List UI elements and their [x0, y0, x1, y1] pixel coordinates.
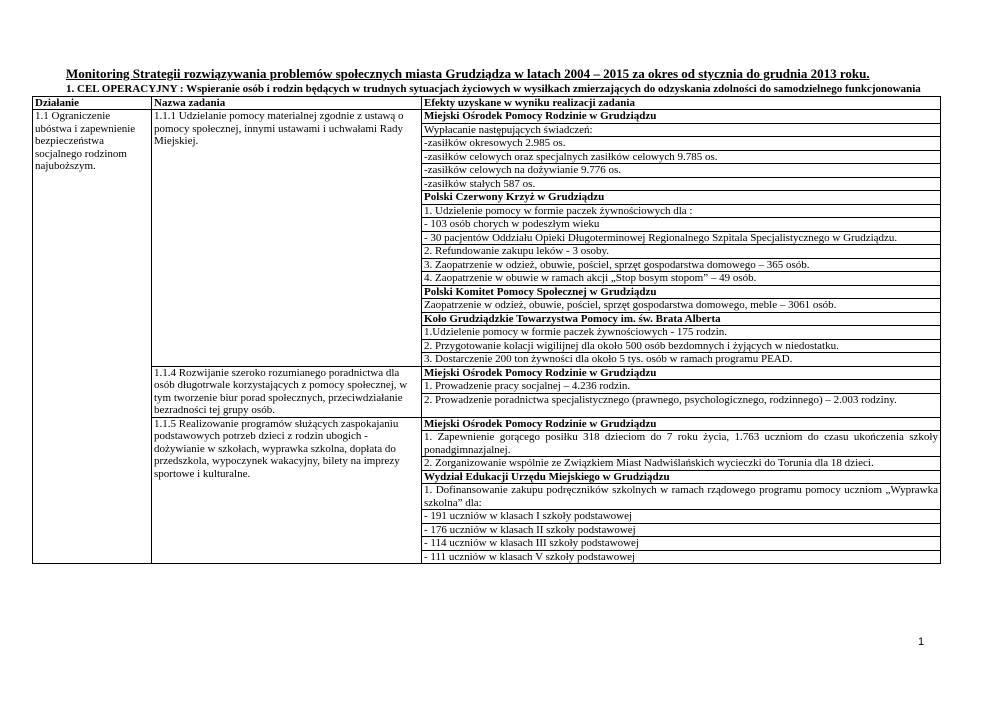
table-row [33, 110, 941, 367]
header-nazwa-zadania: Nazwa zadania [152, 96, 422, 110]
dzialanie-cell: 1.1 Ograniczenie ubóstwa i zapewnienie bezpieczeństwa socjalnego rodzinom najuboższym. [33, 110, 152, 564]
effects-cell [422, 366, 941, 417]
operational-goal: 1. CEL OPERACYJNY : Wspieranie osób i rodzin będących w trudnych sytuacjach życiowych w wysiłkach zmierzających do odzyskania zdolności do samodzielnego funkcjonowania [66, 83, 921, 95]
effect-line: -zasiłków celowych oraz specjalnych zasiłków celowych 9.785 os. [422, 151, 940, 165]
effect-line: - 191 uczniów w klasach I szkoły podstawowej [422, 510, 940, 524]
task-cell: 1.1.4 Rozwijanie szeroko rozumianego poradnictwa dla osób długotrwale korzystających z pomocy społecznej, w tym tworzenie biur porad społecznych, przeciwdziałanie bezradności tej grupy osób. [152, 366, 422, 417]
organization-heading: Miejski Ośrodek Pomocy Rodzinie w Grudziądzu [422, 367, 940, 381]
effect-line: 3. Zaopatrzenie w odzież, obuwie, pościel, sprzęt gospodarstwa domowego – 365 osób. [422, 259, 940, 273]
document-title: Monitoring Strategii rozwiązywania problemów społecznych miasta Grudziądza w latach 2004 – 2015 za okres od stycznia do grudnia 2013 roku. [66, 66, 870, 81]
monitoring-table [32, 96, 941, 565]
page-number: 1 [918, 636, 925, 648]
effect-line: - 103 osób chorych w podeszłym wieku [422, 218, 940, 232]
effect-line: - 176 uczniów w klasach II szkoły podstawowej [422, 524, 940, 538]
task-cell: 1.1.1 Udzielanie pomocy materialnej zgodnie z ustawą o pomocy społecznej, innymi ustawami i uchwałami Rady Miejskiej. [152, 110, 422, 367]
header-dzialanie: Działanie [33, 96, 152, 110]
effect-line: -zasiłków celowych na dożywianie 9.776 os. [422, 164, 940, 178]
effect-line: 2. Zorganizowanie wspólnie ze Związkiem Miast Nadwiślańskich wycieczki do Torunia dla 18 dzieci. [422, 457, 940, 471]
effect-line: Wypłacanie następujących świadczeń: [422, 124, 940, 138]
effect-line: Zaopatrzenie w odzież, obuwie, pościel, sprzęt gospodarstwa domowego, meble – 3061 osób. [422, 299, 940, 313]
organization-heading: Wydział Edukacji Urzędu Miejskiego w Grudziądzu [422, 471, 940, 485]
effect-line: - 114 uczniów w klasach III szkoły podstawowej [422, 537, 940, 551]
effect-line: 4. Zaopatrzenie w obuwie w ramach akcji „Stop bosym stopom” – 49 osób. [422, 272, 940, 286]
effect-line: 3. Dostarczenie 200 ton żywności dla około 5 tys. osób w ramach programu PEAD. [424, 353, 793, 365]
task-cell: 1.1.5 Realizowanie programów służących zaspokajaniu podstawowych potrzeb dzieci z rodzin ubogich - dożywianie w szkołach, wyprawka szkolna, dopłata do przedszkola, wypoczynek wakacyjny, bilety na imprezy sportowe i kulturalne. [152, 417, 422, 564]
document-page [32, 66, 940, 564]
header-efekty: Efekty uzyskane w wyniku realizacji zadania [422, 96, 941, 110]
effect-line: -zasiłków okresowych 2.985 os. [422, 137, 940, 151]
organization-heading: Polski Czerwony Krzyż w Grudziądzu [422, 191, 940, 205]
table-row [33, 417, 941, 564]
effect-line: - 30 pacjentów Oddziału Opieki Długoterminowej Regionalnego Szpitala Specjalistycznego w Grudziądzu. [422, 232, 940, 246]
effect-line: -zasiłków stałych 587 os. [422, 178, 940, 192]
organization-heading: Miejski Ośrodek Pomocy Rodzinie w Grudziądzu [422, 418, 940, 432]
organization-heading: Miejski Ośrodek Pomocy Rodzinie w Grudziądzu [422, 110, 940, 124]
organization-heading: Koło Grudziądzkie Towarzystwa Pomocy im. św. Brata Alberta [422, 313, 940, 327]
effect-line: 1.Udzielenie pomocy w formie paczek żywnościowych - 175 rodzin. [422, 326, 940, 340]
effects-cell [422, 110, 941, 367]
effect-line: 1. Dofinansowanie zakupu podręczników szkolnych w ramach rządowego programu pomocy uczniom „Wyprawka szkolna” dla: [424, 484, 938, 509]
table-body [33, 110, 941, 564]
table-header-row [33, 96, 941, 110]
effect-line: - 111 uczniów w klasach V szkoły podstawowej [424, 550, 636, 563]
effect-line: 1. Prowadzenie pracy socjalnej – 4.236 rodzin. [422, 380, 940, 394]
organization-heading: Polski Komitet Pomocy Społecznej w Grudziądzu [422, 286, 940, 300]
effect-line: 2. Przygotowanie kolacji wigilijnej dla około 500 osób bezdomnych i żyjących w niedostatku. [422, 340, 940, 354]
effect-line: 2. Prowadzenie poradnictwa specjalistycznego (prawnego, psychologicznego, rodzinnego) – 2.003 rodziny. [424, 393, 897, 406]
effect-line: 2. Refundowanie zakupu leków - 3 osoby. [422, 245, 940, 259]
effect-line: 1. Zapewnienie gorącego posiłku 318 dzieciom do 7 roku życia, 1.763 uczniom do czasu ukończenia szkoły ponadgimnazjalnej. [424, 431, 938, 456]
table-row [33, 366, 941, 417]
effect-line: 1. Udzielenie pomocy w formie paczek żywnościowych dla : [422, 205, 940, 219]
effects-cell [422, 417, 941, 564]
